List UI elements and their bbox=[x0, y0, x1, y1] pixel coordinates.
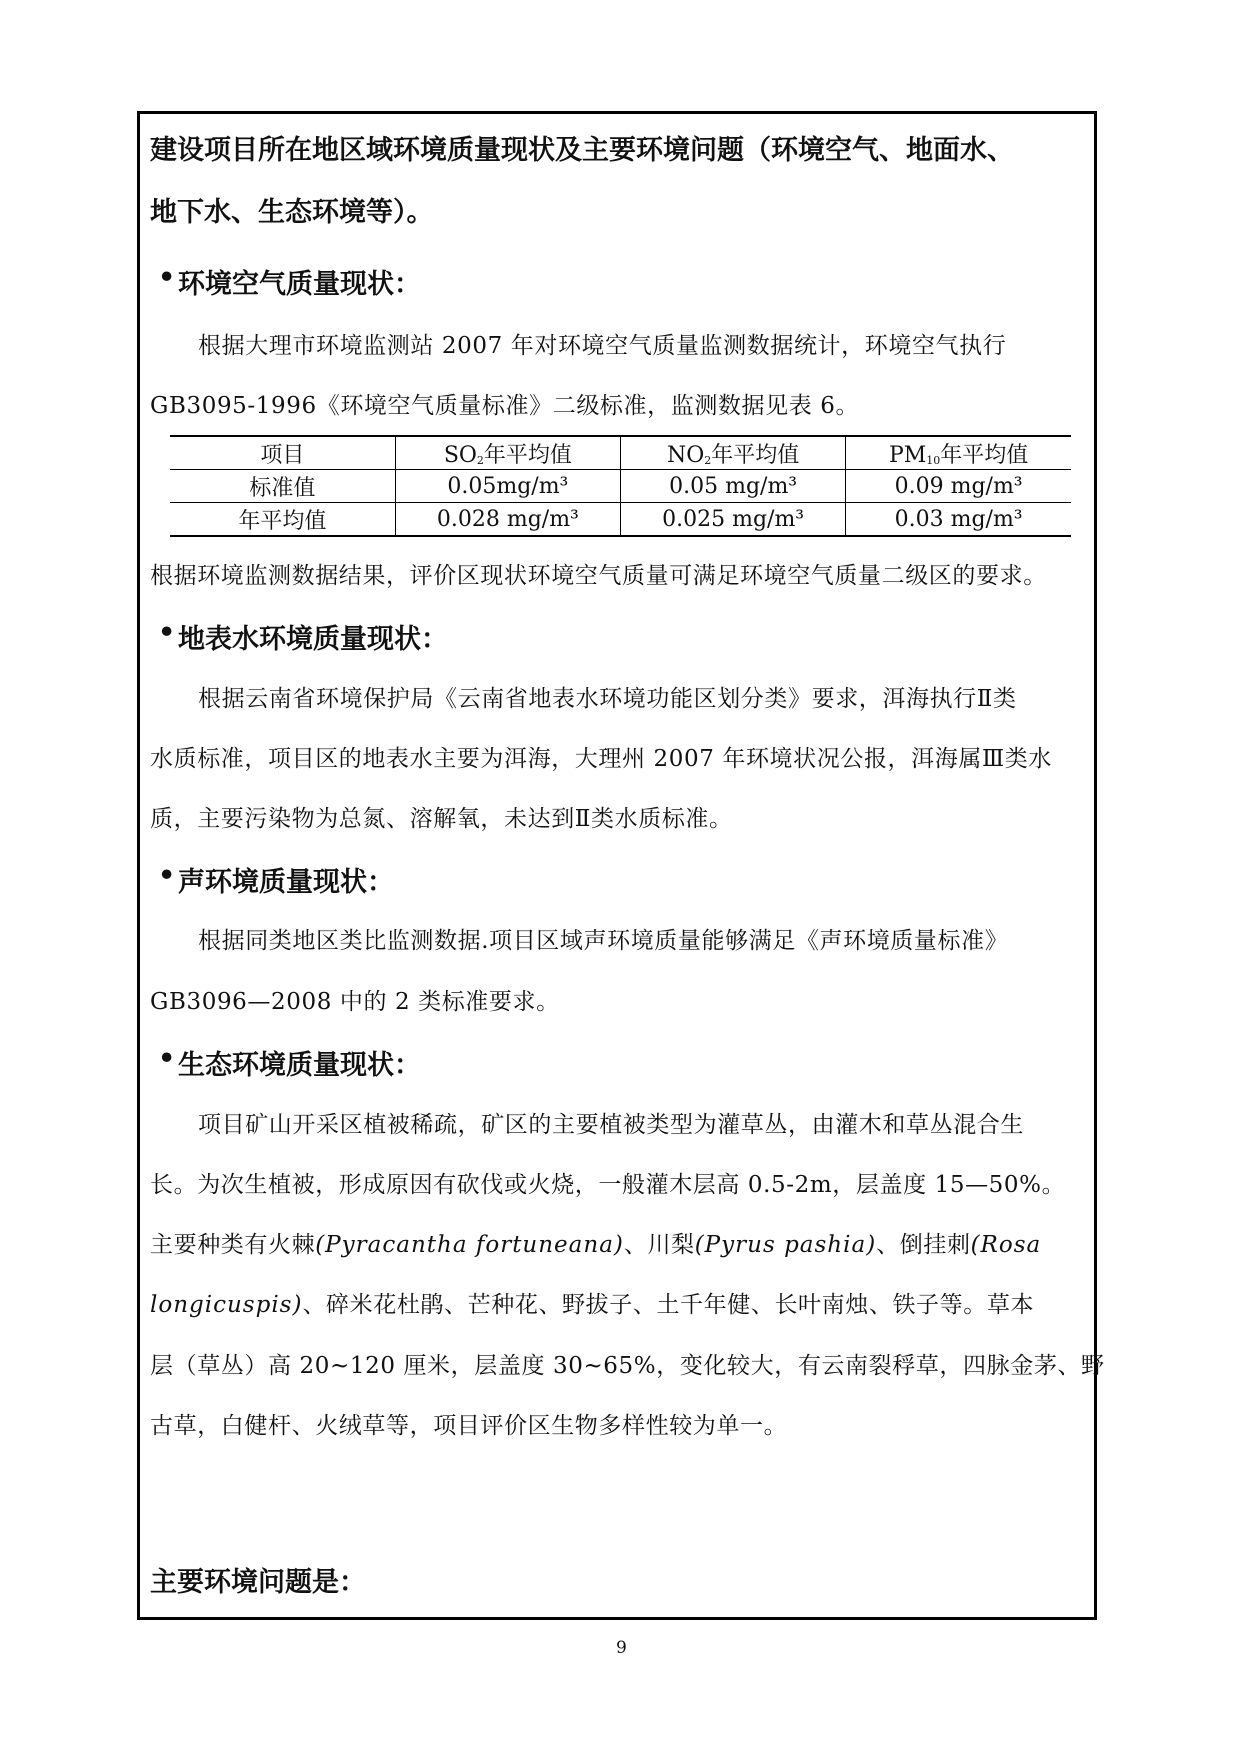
table-cell: 0.025 mg/m³ bbox=[621, 503, 846, 537]
table-row bbox=[170, 503, 1071, 537]
surface-water-line3: 质，主要污染物为总氮、溶解氧，未达到Ⅱ类水质标准。 bbox=[150, 806, 733, 832]
table-cell: 标准值 bbox=[170, 470, 395, 503]
table-cell: 0.05 mg/m³ bbox=[621, 470, 846, 503]
air-paragraph-line2: GB3095-1996《环境空气质量标准》二级标准，监测数据见表 6。 bbox=[150, 393, 860, 419]
bullet-icon: • bbox=[158, 617, 176, 648]
problems-title: 主要环境问题是： bbox=[150, 1567, 366, 1598]
table-header-cell: $PM_{10}$年平均值 bbox=[846, 436, 1071, 470]
table-header-cell: 项目 bbox=[170, 436, 395, 470]
surface-water-title: 地表水环境质量现状： bbox=[178, 624, 448, 655]
bullet-icon: • bbox=[158, 262, 176, 293]
air-conclusion: 根据环境监测数据结果，评价区现状环境空气质量可满足环境空气质量二级区的要求。 bbox=[150, 563, 1047, 589]
section-heading-line1: 建设项目所在地区域环境质量现状及主要环境问题（环境空气、地面水、 bbox=[150, 135, 1014, 166]
eco-title: 生态环境质量现状： bbox=[178, 1050, 421, 1081]
section-heading-line2: 地下水、生态环境等）。 bbox=[150, 197, 434, 228]
eco-line4: longicuspis)、碎米花杜鹃、芒种花、野拔子、土千年健、长叶南烛、铁子等。草本 bbox=[150, 1292, 1035, 1318]
air-quality-title: 环境空气质量现状： bbox=[178, 269, 421, 300]
table-cell: 0.03 mg/m³ bbox=[846, 503, 1071, 537]
table-row bbox=[170, 470, 1071, 503]
air-quality-table bbox=[170, 435, 1071, 537]
table-cell: 0.028 mg/m³ bbox=[395, 503, 620, 537]
air-paragraph-line1: 根据大理市环境监测站 2007 年对环境空气质量监测数据统计，环境空气执行 bbox=[198, 333, 1007, 359]
table-header-row bbox=[170, 436, 1071, 470]
bullet-icon: • bbox=[158, 1043, 176, 1074]
table-cell: 0.05mg/m³ bbox=[395, 470, 620, 503]
noise-line2: GB3096—2008 中的 2 类标准要求。 bbox=[150, 989, 560, 1015]
table-header-cell: $SO_2$年平均值 bbox=[395, 436, 620, 470]
page-number: 9 bbox=[616, 1638, 627, 1658]
eco-line2: 长。为次生植被，形成原因有砍伐或火烧，一般灌木层高 0.5-2m，层盖度 15—50%。 bbox=[150, 1172, 1066, 1198]
bullet-icon: • bbox=[158, 860, 176, 891]
table-cell: 年平均值 bbox=[170, 503, 395, 537]
table-header-cell: $NO_2$年平均值 bbox=[621, 436, 846, 470]
surface-water-line2: 水质标准，项目区的地表水主要为洱海，大理州 2007 年环境状况公报，洱海属Ⅲ类水 bbox=[150, 746, 1052, 772]
eco-line5: 层（草丛）高 20~120 厘米，层盖度 30~65%，变化较大，有云南裂稃草，四脉金茅、野 bbox=[150, 1353, 1105, 1379]
eco-line1: 项目矿山开采区植被稀疏，矿区的主要植被类型为灌草丛，由灌木和草丛混合生 bbox=[198, 1112, 1024, 1138]
noise-line1: 根据同类地区类比监测数据.项目区域声环境质量能够满足《声环境质量标准》 bbox=[198, 928, 1009, 954]
eco-line3: 主要种类有火棘(Pyracantha fortuneana)、川梨(Pyrus pashia)、倒挂刺(Rosa bbox=[150, 1232, 1042, 1258]
noise-title: 声环境质量现状： bbox=[178, 867, 394, 898]
surface-water-line1: 根据云南省环境保护局《云南省地表水环境功能区划分类》要求，洱海执行Ⅱ类 bbox=[198, 686, 1017, 712]
eco-line6: 古草，白健杆、火绒草等，项目评价区生物多样性较为单一。 bbox=[150, 1413, 788, 1439]
table-cell: 0.09 mg/m³ bbox=[846, 470, 1071, 503]
